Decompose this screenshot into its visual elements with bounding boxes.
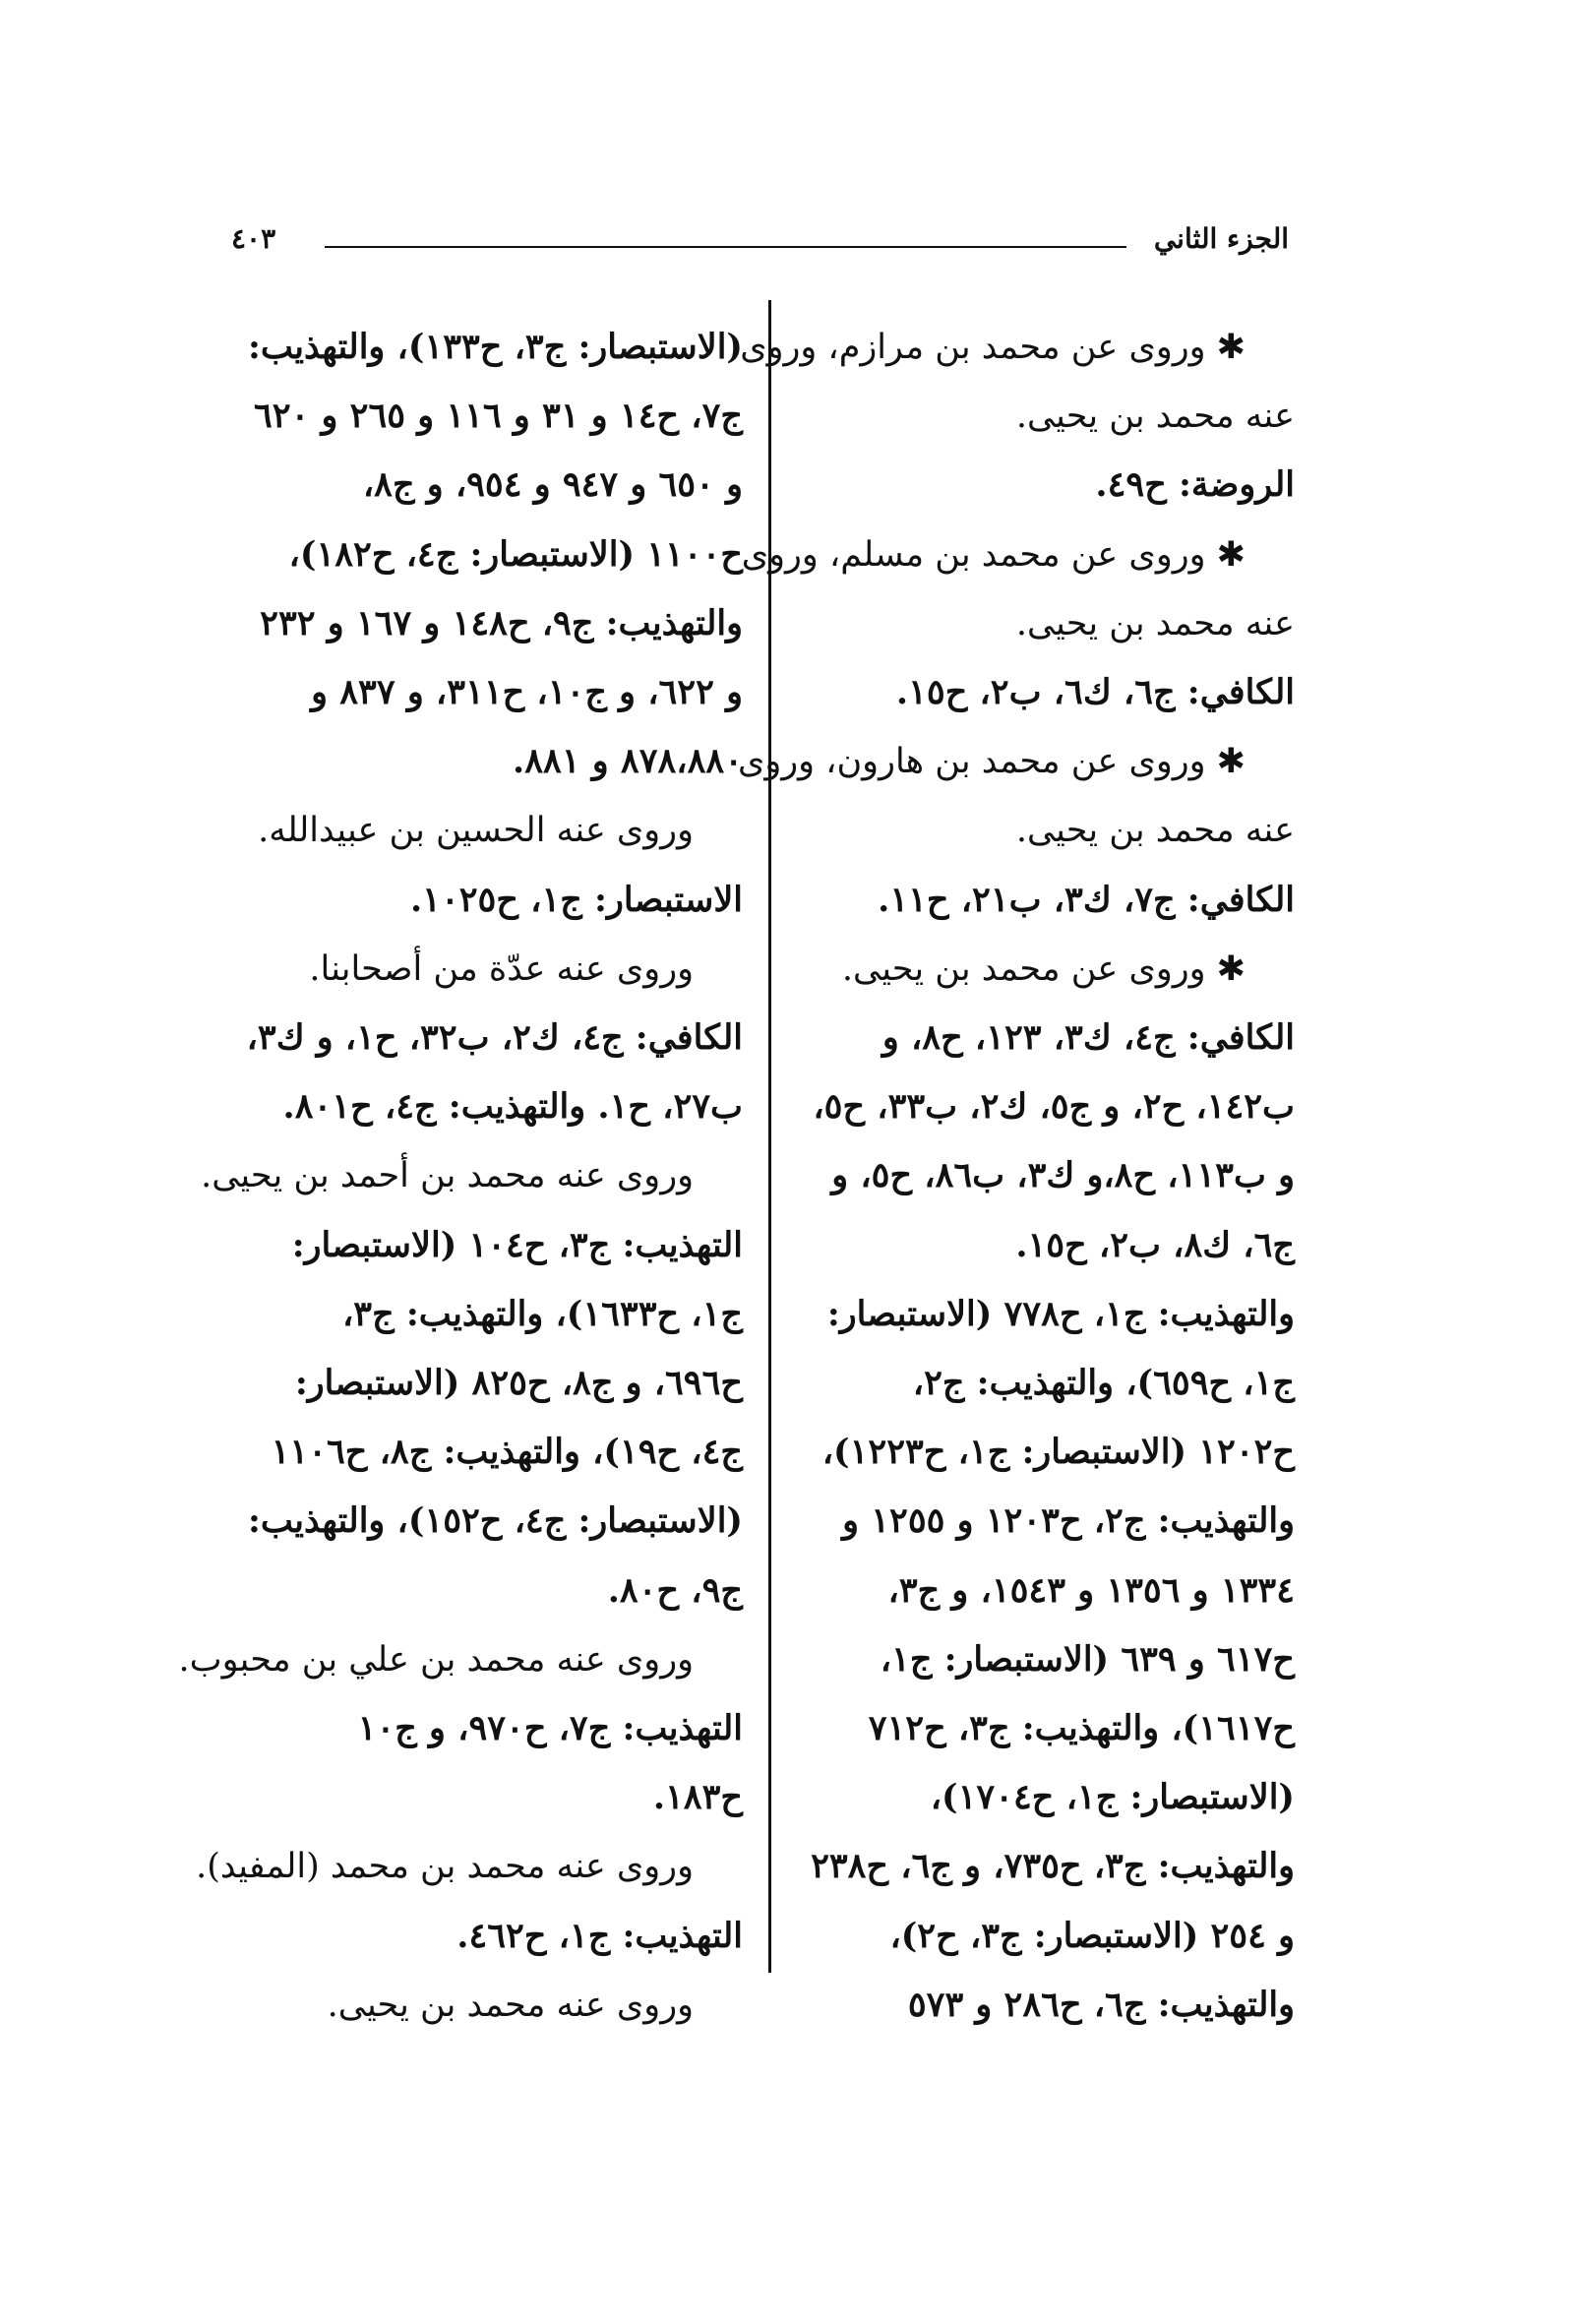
text-line: الكافي: ج٦، ك٦، ب٢، ح١٥. bbox=[895, 672, 1295, 713]
text-line: وروى عنه الحسين بن عبيدالله. bbox=[258, 811, 694, 851]
text-line: و ٦٥٠ و ٩٤٧ و ٩٥٤، و ج٨، bbox=[362, 464, 743, 506]
text-line: ح٦١٧ و ٦٣٩ (الاستبصار: ج١، bbox=[880, 1638, 1295, 1680]
text-line: عنه محمد بن يحيى. bbox=[1015, 397, 1295, 437]
page-header bbox=[231, 216, 1289, 275]
text-line: والتهذيب: ج٣، ح٧٣٥، و ج٦، ح٢٣٨ bbox=[811, 1846, 1295, 1887]
text-line: ح١٦١٧)، والتهذيب: ج٣، ح٧١٢ bbox=[868, 1708, 1295, 1749]
book-title: الجزء الثاني bbox=[1153, 222, 1289, 255]
text-line: الكافي: ج٤، ك٢، ب٣٢، ح١، و ك٣، bbox=[246, 1017, 743, 1059]
text-line: ج٤، ح١٩)، والتهذيب: ج٨، ح١١٠٦ bbox=[271, 1432, 743, 1473]
text-line: والتهذيب: ج٩، ح١٤٨ و ١٦٧ و ٢٣٢ bbox=[260, 602, 743, 643]
text-line: و ب١١٣، ح٨،و ك٣، ب٨٦، ح٥، و bbox=[831, 1155, 1295, 1196]
text-line: ج٦، ك٨، ب٢، ح١٥. bbox=[1015, 1224, 1295, 1265]
text-line: ج١، ح١٦٣٣)، والتهذيب: ج٣، bbox=[341, 1293, 743, 1334]
text-line: وروى عنه محمد بن محمد (المفيد). bbox=[196, 1847, 694, 1887]
text-line: وروى عنه عدّة من أصحابنا. bbox=[309, 948, 694, 989]
header-rule bbox=[325, 246, 1126, 248]
left-column bbox=[178, 313, 743, 2040]
text-line: ✱ وروى عن محمد بن مسلم، وروى bbox=[741, 534, 1246, 575]
text-line: التهذيب: ج١، ح٤٦٢. bbox=[456, 1915, 743, 1956]
text-line: ج٩، ح٨٠. bbox=[607, 1569, 743, 1611]
text-line: الكافي: ج٤، ك٣، ١٢٣، ح٨، و bbox=[881, 1017, 1295, 1059]
page-number: ٤٠٣ bbox=[231, 222, 276, 255]
text-line: وروى عنه محمد بن علي بن محبوب. bbox=[178, 1639, 694, 1680]
text-line: والتهذيب: ج٦، ح٢٨٦ و ٥٧٣ bbox=[907, 1984, 1295, 2025]
text-line: الاستبصار: ج١، ح١٠٢٥. bbox=[409, 879, 743, 920]
text-line: الروضة: ح٤٩. bbox=[1095, 464, 1295, 506]
text-line: والتهذيب: ج٢، ح١٢٠٣ و ١٢٥٥ و bbox=[842, 1500, 1295, 1542]
text-line: عنه محمد بن يحيى. bbox=[1015, 603, 1295, 643]
text-line: ب١٤٢، ح٢، و ج٥، ك٢، ب٣٣، ح٥، bbox=[813, 1086, 1295, 1128]
text-line: والتهذيب: ج١، ح٧٧٨ (الاستبصار: bbox=[826, 1293, 1295, 1334]
text-line: ج٧، ح١٤ و ٣١ و ١١٦ و ٢٦٥ و ٦٢٠ bbox=[253, 396, 743, 437]
text-line: ٨٧٨،٨٨٠ و ٨٨١. bbox=[513, 741, 743, 782]
text-line: ح١١٠٠ (الاستبصار: ج٤، ح١٨٢)، bbox=[288, 533, 743, 575]
text-line: الكافي: ج٧، ك٣، ب٢١، ح١١. bbox=[878, 879, 1295, 920]
text-line: التهذيب: ج٧، ح٩٧٠، و ج١٠ bbox=[357, 1708, 743, 1749]
text-line: و ٦٢٢، و ج١٠، ح٣١١، و ٨٣٧ و bbox=[311, 672, 743, 713]
text-line: ✱ وروى عن محمد بن هارون، وروى bbox=[737, 742, 1246, 782]
text-line: التهذيب: ج٣، ح١٠٤ (الاستبصار: bbox=[291, 1224, 743, 1265]
text-line: (الاستبصار: ج٣، ح١٣٣)، والتهذيب: bbox=[247, 327, 743, 367]
text-line: ح١٢٠٢ (الاستبصار: ج١، ح١٢٢٣)، bbox=[821, 1432, 1295, 1473]
text-line: ج١، ح٦٥٩)، والتهذيب: ج٢، bbox=[912, 1363, 1295, 1404]
text-line: (الاستبصار: ج٤، ح١٥٢)، والتهذيب: bbox=[247, 1500, 743, 1542]
text-line: ب٢٧، ح١. والتهذيب: ج٤، ح٨٠١. bbox=[282, 1086, 743, 1128]
text-line: (الاستبصار: ج١، ح١٧٠٤)، bbox=[930, 1777, 1295, 1818]
text-line: ح٦٩٦، و ج٨، ح٨٢٥ (الاستبصار: bbox=[294, 1363, 743, 1404]
text-line: ✱ وروى عن محمد بن يحيى. bbox=[841, 948, 1246, 989]
column-divider bbox=[768, 300, 771, 1973]
text-line: عنه محمد بن يحيى. bbox=[1015, 811, 1295, 851]
right-column bbox=[737, 313, 1295, 2040]
text-line: وروى عنه محمد بن يحيى. bbox=[327, 1985, 694, 2025]
text-line: ح١٨٣. bbox=[652, 1777, 743, 1818]
text-line: و ٢٥٤ (الاستبصار: ج٣، ح٢)، bbox=[889, 1915, 1295, 1956]
text-line: ١٣٣٤ و ١٣٥٦ و ١٥٤٣، و ج٣، bbox=[887, 1569, 1295, 1611]
text-line: ✱ وروى عن محمد بن مرازم، وروى bbox=[740, 328, 1246, 367]
text-line: وروى عنه محمد بن أحمد بن يحيى. bbox=[201, 1156, 694, 1196]
